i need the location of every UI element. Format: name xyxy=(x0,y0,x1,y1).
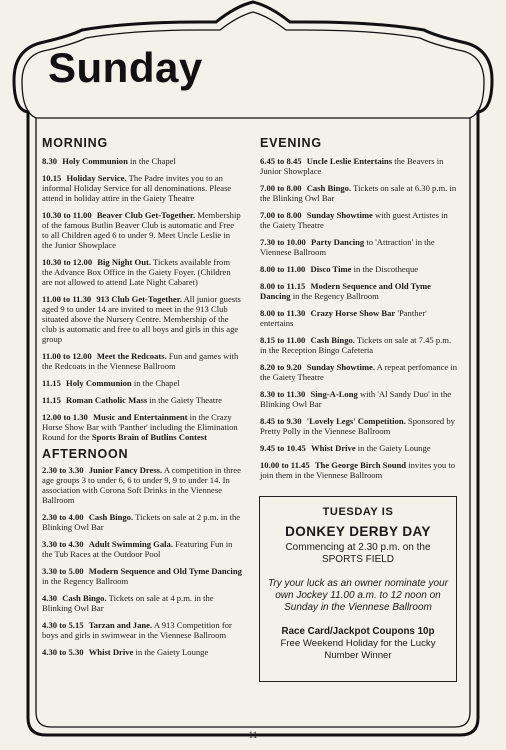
entry-headline: 'Lovely Legs' Competition. xyxy=(306,416,406,426)
morning-entry xyxy=(42,412,242,442)
entry-headline: Music and Entertainment xyxy=(93,412,188,422)
entry-headline: Cash Bingo. xyxy=(306,183,352,193)
entry-description: A 913 Competition for boys and girls in swimwear in the Viennese Ballroom xyxy=(42,620,232,640)
entry-description: A repeat perfomance in the Gaiety Theatre xyxy=(260,362,458,382)
entry-time: 11.15 xyxy=(42,378,61,388)
morning-list xyxy=(42,156,242,442)
entry-description: invites you to join them in the Viennese Ballroom xyxy=(260,460,456,480)
evening-entry xyxy=(260,389,458,409)
entry-time: 10.15 xyxy=(42,173,62,183)
entry-time: 9.45 to 10.45 xyxy=(260,443,306,453)
morning-entry xyxy=(42,156,242,166)
notice-prize: Free Weekend Holiday for the Lucky Number Winner xyxy=(280,638,436,661)
entry-description: in the Crazy Horse Show Bar with 'Panther' including the Elimination Round for the xyxy=(42,412,238,442)
entry-headline: 913 Club Get-Together. xyxy=(96,294,182,304)
entry-headline: Meet the Redcoats. xyxy=(96,351,167,361)
entry-description: in the Regency Ballroom xyxy=(290,291,379,301)
entry-headline: Beaver Club Get-Together. xyxy=(96,210,196,220)
afternoon-entry xyxy=(42,593,242,613)
entry-description: in the Chapel xyxy=(131,378,180,388)
entry-headline: Whist Drive xyxy=(311,443,356,453)
entry-headline: Sunday Showtime xyxy=(306,210,373,220)
notice-day: TUESDAY IS xyxy=(322,506,394,518)
entry-description: Tickets on sale at 4 p.m. in the Blinking Owl Bar xyxy=(42,593,214,613)
entry-description: to 'Attraction' in the Viennese Ballroom xyxy=(260,237,435,257)
entry-description: Tickets on sale at 6.30 p.m. in the Blinking Owl Bar xyxy=(260,183,457,203)
entry-time: 7.00 to 8.00 xyxy=(260,210,302,220)
entry-description: in the Chapel xyxy=(127,156,176,166)
notice-time: Commencing at 2.30 p.m. on the SPORTS FIELD xyxy=(285,542,431,565)
entry-description: Tickets available from the Advance Box Office in the Gaiety Foyer. (Children are not allowed to attend Late Night Cabaret) xyxy=(42,257,231,287)
morning-entry xyxy=(42,210,242,250)
entry-description: Membership of the famous Butlin Beaver Club is automatic and Free to all Children aged 6 to under 9. Meet Uncle Leslie in the Junior Showplace xyxy=(42,210,241,250)
entry-time: 11.15 xyxy=(42,395,61,405)
entry-description: The Padre invites you to an informal Holiday Service for all denominations. Please attend in holiday attire in the Gaiety Theatre xyxy=(42,173,232,203)
entry-headline: Holy Communion xyxy=(62,156,128,166)
entry-description: with 'Al Sandy Duo' in the Blinking Owl Bar xyxy=(260,389,452,409)
entry-headline: Disco Time xyxy=(310,264,352,274)
entry-description: in the Gaiety Lounge xyxy=(133,647,209,657)
entry-description: 'Panther' entertains xyxy=(260,308,427,328)
page-number: 11 xyxy=(248,730,258,740)
entry-time: 8.30 to 11.30 xyxy=(260,389,306,399)
entry-time: 11.00 to 11.30 xyxy=(42,294,92,304)
entry-description: in the Regency Ballroom xyxy=(42,576,129,586)
evening-entry xyxy=(260,210,458,230)
afternoon-entry xyxy=(42,465,242,505)
afternoon-entry xyxy=(42,512,242,532)
afternoon-heading: AFTERNOON xyxy=(42,447,129,461)
entry-description: in the Gaiety Lounge xyxy=(355,443,431,453)
morning-entry xyxy=(42,351,242,371)
entry-description: in the Discotheque xyxy=(351,264,419,274)
entry-description: Featuring Fun in the Tub Races at the Outdoor Pool xyxy=(42,539,233,559)
entry-time: 4.30 to 5.30 xyxy=(42,647,84,657)
entry-headline: Crazy Horse Show Bar xyxy=(310,308,396,318)
entry-time: 7.30 to 10.00 xyxy=(260,237,306,247)
page-title: Sunday xyxy=(48,44,203,91)
notice-coupons: Race Card/Jackpot Coupons 10p xyxy=(281,626,435,637)
entry-headline: Uncle Leslie Entertains xyxy=(306,156,393,166)
entry-headline: Tarzan and Jane. xyxy=(88,620,153,630)
entry-description: Fun and games with the Redcoats in the Viennese Ballroom xyxy=(42,351,239,371)
evening-entry xyxy=(260,362,458,382)
entry-headline: Party Dancing xyxy=(311,237,365,247)
right-column xyxy=(260,138,458,487)
entry-time: 10.30 to 11.00 xyxy=(42,210,92,220)
entry-time: 6.45 to 8.45 xyxy=(260,156,302,166)
entry-description: in the Gaiety Theatre xyxy=(147,395,222,405)
afternoon-entry xyxy=(42,539,242,559)
entry-time: 8.00 to 11.00 xyxy=(260,264,306,274)
entry-headline: Modern Sequence and Old Tyme Dancing xyxy=(260,281,431,301)
entry-time: 3.30 to 4.30 xyxy=(42,539,84,549)
afternoon-list xyxy=(42,465,242,657)
afternoon-entry xyxy=(42,647,242,657)
evening-entry xyxy=(260,264,458,274)
afternoon-entry xyxy=(42,620,242,640)
evening-heading: EVENING xyxy=(260,136,322,150)
entry-time: 3.30 to 5.00 xyxy=(42,566,84,576)
entry-time: 10.00 to 11.45 xyxy=(260,460,310,470)
entry-time: 8.20 to 9.20 xyxy=(260,362,302,372)
entry-time: 2.30 to 3.30 xyxy=(42,465,84,475)
donkey-derby-notice xyxy=(259,496,457,682)
morning-entry xyxy=(42,395,242,405)
left-column xyxy=(42,138,242,664)
entry-time: 8.00 to 11.30 xyxy=(260,308,306,318)
evening-entry xyxy=(260,443,458,453)
entry-headline: Junior Fancy Dress. xyxy=(88,465,163,475)
entry-headline: Sing-A-Long xyxy=(310,389,358,399)
evening-entry xyxy=(260,183,458,203)
entry-description: Tickets on sale at 7.45 p.m. in the Reception Bingo Cafeteria xyxy=(260,335,452,355)
entry-time: 2.30 to 4.00 xyxy=(42,512,84,522)
entry-description: All junior guests aged 9 to under 14 are invited to meet in the 913 Club situated above the Nursery Centre. Membership of the club is automatic and free to all boys and girls in this age group xyxy=(42,294,241,344)
notice-title: DONKEY DERBY DAY xyxy=(285,524,431,539)
entry-headline: Big Night Out. xyxy=(97,257,152,267)
evening-entry xyxy=(260,335,458,355)
entry-headline: Adult Swimming Gala. xyxy=(88,539,173,549)
entry-time: 4.30 to 5.15 xyxy=(42,620,84,630)
evening-entry xyxy=(260,281,458,301)
entry-headline: Whist Drive xyxy=(88,647,134,657)
evening-entry xyxy=(260,460,458,480)
morning-entry xyxy=(42,173,242,203)
entry-headline: Sunday Showtime. xyxy=(306,362,375,372)
entry-time: 8.45 to 9.30 xyxy=(260,416,302,426)
notice-owner-info: Try your luck as an owner nominate your own Jockey 11.00 a.m. to 12 noon on Sunday in the Viennese Ballroom xyxy=(268,578,448,613)
entry-time: 8.30 xyxy=(42,156,58,166)
evening-entry xyxy=(260,308,458,328)
evening-entry xyxy=(260,156,458,176)
entry-headline: Modern Sequence and Old Tyme Dancing xyxy=(88,566,242,576)
entry-headline: Roman Catholic Mass xyxy=(66,395,148,405)
entry-description: the Beavers in Junior Showplace xyxy=(260,156,444,176)
entry-highlight: Sports Brain of Butlins Contest xyxy=(91,432,207,442)
entry-time: 12.00 to 1.30 xyxy=(42,412,88,422)
entry-description: with guest Artistes in the Gaiety Theatre xyxy=(260,210,448,230)
entry-description: A competition in three age groups 3 to under 6, 6 to under 9, 9 to under 14. In association with Corona Soft Drinks in the Viennese Ballroom xyxy=(42,465,241,505)
entry-headline: Cash Bingo. xyxy=(310,335,355,345)
afternoon-entry xyxy=(42,566,242,586)
entry-headline: Cash Bingo. xyxy=(88,512,134,522)
entry-time: 11.00 to 12.00 xyxy=(42,351,92,361)
morning-entry xyxy=(42,257,242,287)
entry-time: 8.15 to 11.00 xyxy=(260,335,306,345)
entry-time: 8.00 to 11.15 xyxy=(260,281,306,291)
morning-entry xyxy=(42,294,242,344)
entry-headline: Holiday Service. xyxy=(66,173,127,183)
entry-headline: Cash Bingo. xyxy=(62,593,107,603)
entry-headline: The George Birch Sound xyxy=(314,460,407,470)
morning-entry xyxy=(42,378,242,388)
entry-time: 4.30 xyxy=(42,593,58,603)
entry-description: Tickets on sale at 2 p.m. in the Blinking Owl Bar xyxy=(42,512,241,532)
entry-time: 10.30 to 12.00 xyxy=(42,257,93,267)
entry-headline: Holy Communion xyxy=(66,378,132,388)
evening-entry xyxy=(260,416,458,436)
morning-heading: MORNING xyxy=(42,136,109,150)
entry-description: Sponsored by Pretty Polly in the Viennese Ballroom xyxy=(260,416,455,436)
evening-list xyxy=(260,156,458,480)
evening-entry xyxy=(260,237,458,257)
entry-time: 7.00 to 8.00 xyxy=(260,183,302,193)
